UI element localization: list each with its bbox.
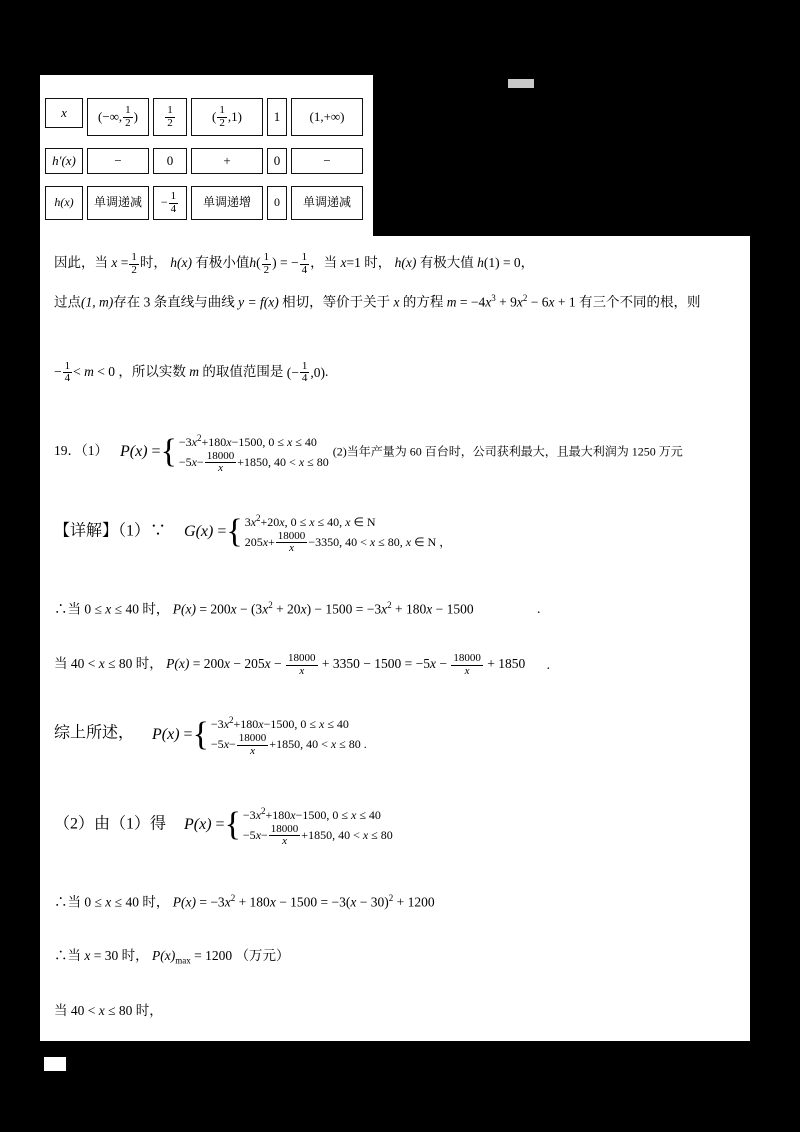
paragraph-case2: 当 40 < x ≤ 80 时， P(x) = 200x − 205x − $\frac{18000}{x}$ + 3350 − 1500 = −5x − $\frac{18000}{x}$ + 1850 . <box>54 652 550 677</box>
table-cell: − $\frac{1}{4}$ <box>153 186 187 220</box>
part2-block: （2）由（1）得 P(x) = { $-3x^2+180x-1500$, 0 ≤ x ≤ 40 −5x− $\frac{18000}{x}$ +1850, 40 < x ≤ 80 <box>40 802 750 848</box>
table-header-x: x <box>45 98 83 128</box>
table-cell: 单调递增 <box>191 186 263 220</box>
paragraph-conclusion-1: 因此，当 x = $\frac{1}{2}$ 时， h(x) 有极小值h( $\frac{1}{2}$ ) = − $\frac{1}{4}$ ，当 x=1 时， h(x) 有极大值 h(1) = 0， <box>54 251 535 276</box>
summary-label: 综上所述， <box>54 725 135 743</box>
case-line: 205x+ $\frac{18000}{x}$ −3350, 40 < x ≤ 80, x ∈ N ， <box>244 529 452 555</box>
solution-body <box>40 236 750 1027</box>
table-cell: (1,+∞) <box>291 98 363 136</box>
case-line: $-3x^2+180x-1500$, 0 ≤ x ≤ 40 <box>242 805 381 822</box>
case-line: −5x− $\frac{18000}{x}$ +1850, 40 < x ≤ 80 <box>178 449 329 475</box>
table-cell: 单调递减 <box>291 186 363 220</box>
summary-block: 综上所述， P(x) = { $-3x^2+180x-1500$, 0 ≤ x ≤ 40 −5x− $\frac{18000}{x}$ +1850, 40 < x ≤ 80 . <box>40 711 750 757</box>
table-cell: 0 <box>267 186 287 220</box>
table-header-hprime: h′(x) <box>45 148 83 174</box>
detail-block: 【详解】（1）∵ G(x) = { $3x^2+20x$, 0 ≤ x ≤ 40, x ∈ N 205x+ $\frac{18000}{x}$ −3350, 40 < x ≤ 80, x ∈ N ， <box>40 509 750 555</box>
table-cell: 1 <box>267 98 287 136</box>
table-cell: + <box>191 148 263 174</box>
table-row <box>45 98 367 136</box>
grey-artifact-icon <box>508 79 534 88</box>
paragraph-case3: 当 40 < x ≤ 80 时， <box>54 1002 163 1018</box>
paragraph-tangent: 过点(1, m)存在 3 条直线与曲线 y = f(x) 相切，等价于关于 x 的方程 $m = -4x^3 + 9x^2 - 6x + 1$ 有三个不同的根，则 <box>54 293 701 310</box>
answer-19: 19．（1） P(x) = { $-3x^2+180x-1500$, 0 ≤ x ≤ 40 −5x− $\frac{18000}{x}$ +1850, 40 < x ≤ 80 (2)当年产量为 60 百台时，公司获利最大，且最大利润为 1250 万元 <box>40 429 750 475</box>
paragraph-range: − $\frac{1}{4}$ < m < 0 ，所以实数 m 的取值范围是 (− $\frac{1}{4}$ ,0). <box>54 359 329 385</box>
table-cell: 0 <box>267 148 287 174</box>
case-line: −5x− $\frac{18000}{x}$ +1850, 40 < x ≤ 80 . <box>210 732 367 758</box>
table-cell: 单调递减 <box>87 186 149 220</box>
answer-19-label: 19．（1） <box>54 443 108 459</box>
table-row <box>45 148 367 174</box>
table-cell: (−∞, $\frac{1}{2}$ ) <box>87 98 149 136</box>
case-line: −5x− $\frac{18000}{x}$ +1850, 40 < x ≤ 80 <box>242 822 393 848</box>
table-cell: ( $\frac{1}{2}$ ,1) <box>191 98 263 136</box>
paragraph-max-2: ∴当 x = 30 时， $P(x)_{max} = 1200$ （万元） <box>54 948 290 966</box>
table-cell: $\frac{1}{2}$ <box>153 98 187 136</box>
table-header-h: h(x) <box>45 186 83 220</box>
paragraph-case1: ∴当 0 ≤ x ≤ 40 时， $P(x) = 200x - (3x^2 + 20x) - 1500 = -3x^2 + 180x - 1500$ . <box>54 599 541 617</box>
detail-label: 【详解】（1）∵ <box>54 522 167 540</box>
case-line: $-3x^2+180x-1500$, 0 ≤ x ≤ 40 <box>178 432 317 449</box>
paragraph-max-1: ∴当 0 ≤ x ≤ 40 时， $P(x) = -3x^2 + 180x - 1500 = -3(x - 30)^2 + 1200$ <box>54 892 435 910</box>
part2-label: （2）由（1）得 <box>54 815 167 833</box>
table-cell: − <box>291 148 363 174</box>
case-line: $-3x^2+180x-1500$, 0 ≤ x ≤ 40 <box>210 715 349 732</box>
table-cell: − <box>87 148 149 174</box>
case-line: $3x^2+20x$, 0 ≤ x ≤ 40, x ∈ N <box>244 512 376 529</box>
table-row <box>45 186 367 220</box>
table-cell: 0 <box>153 148 187 174</box>
footer-artifact-icon <box>44 1057 66 1071</box>
answer-19-tail: (2)当年产量为 60 百台时，公司获利最大，且最大利润为 1250 万元 <box>332 444 683 459</box>
variation-table <box>45 98 367 232</box>
